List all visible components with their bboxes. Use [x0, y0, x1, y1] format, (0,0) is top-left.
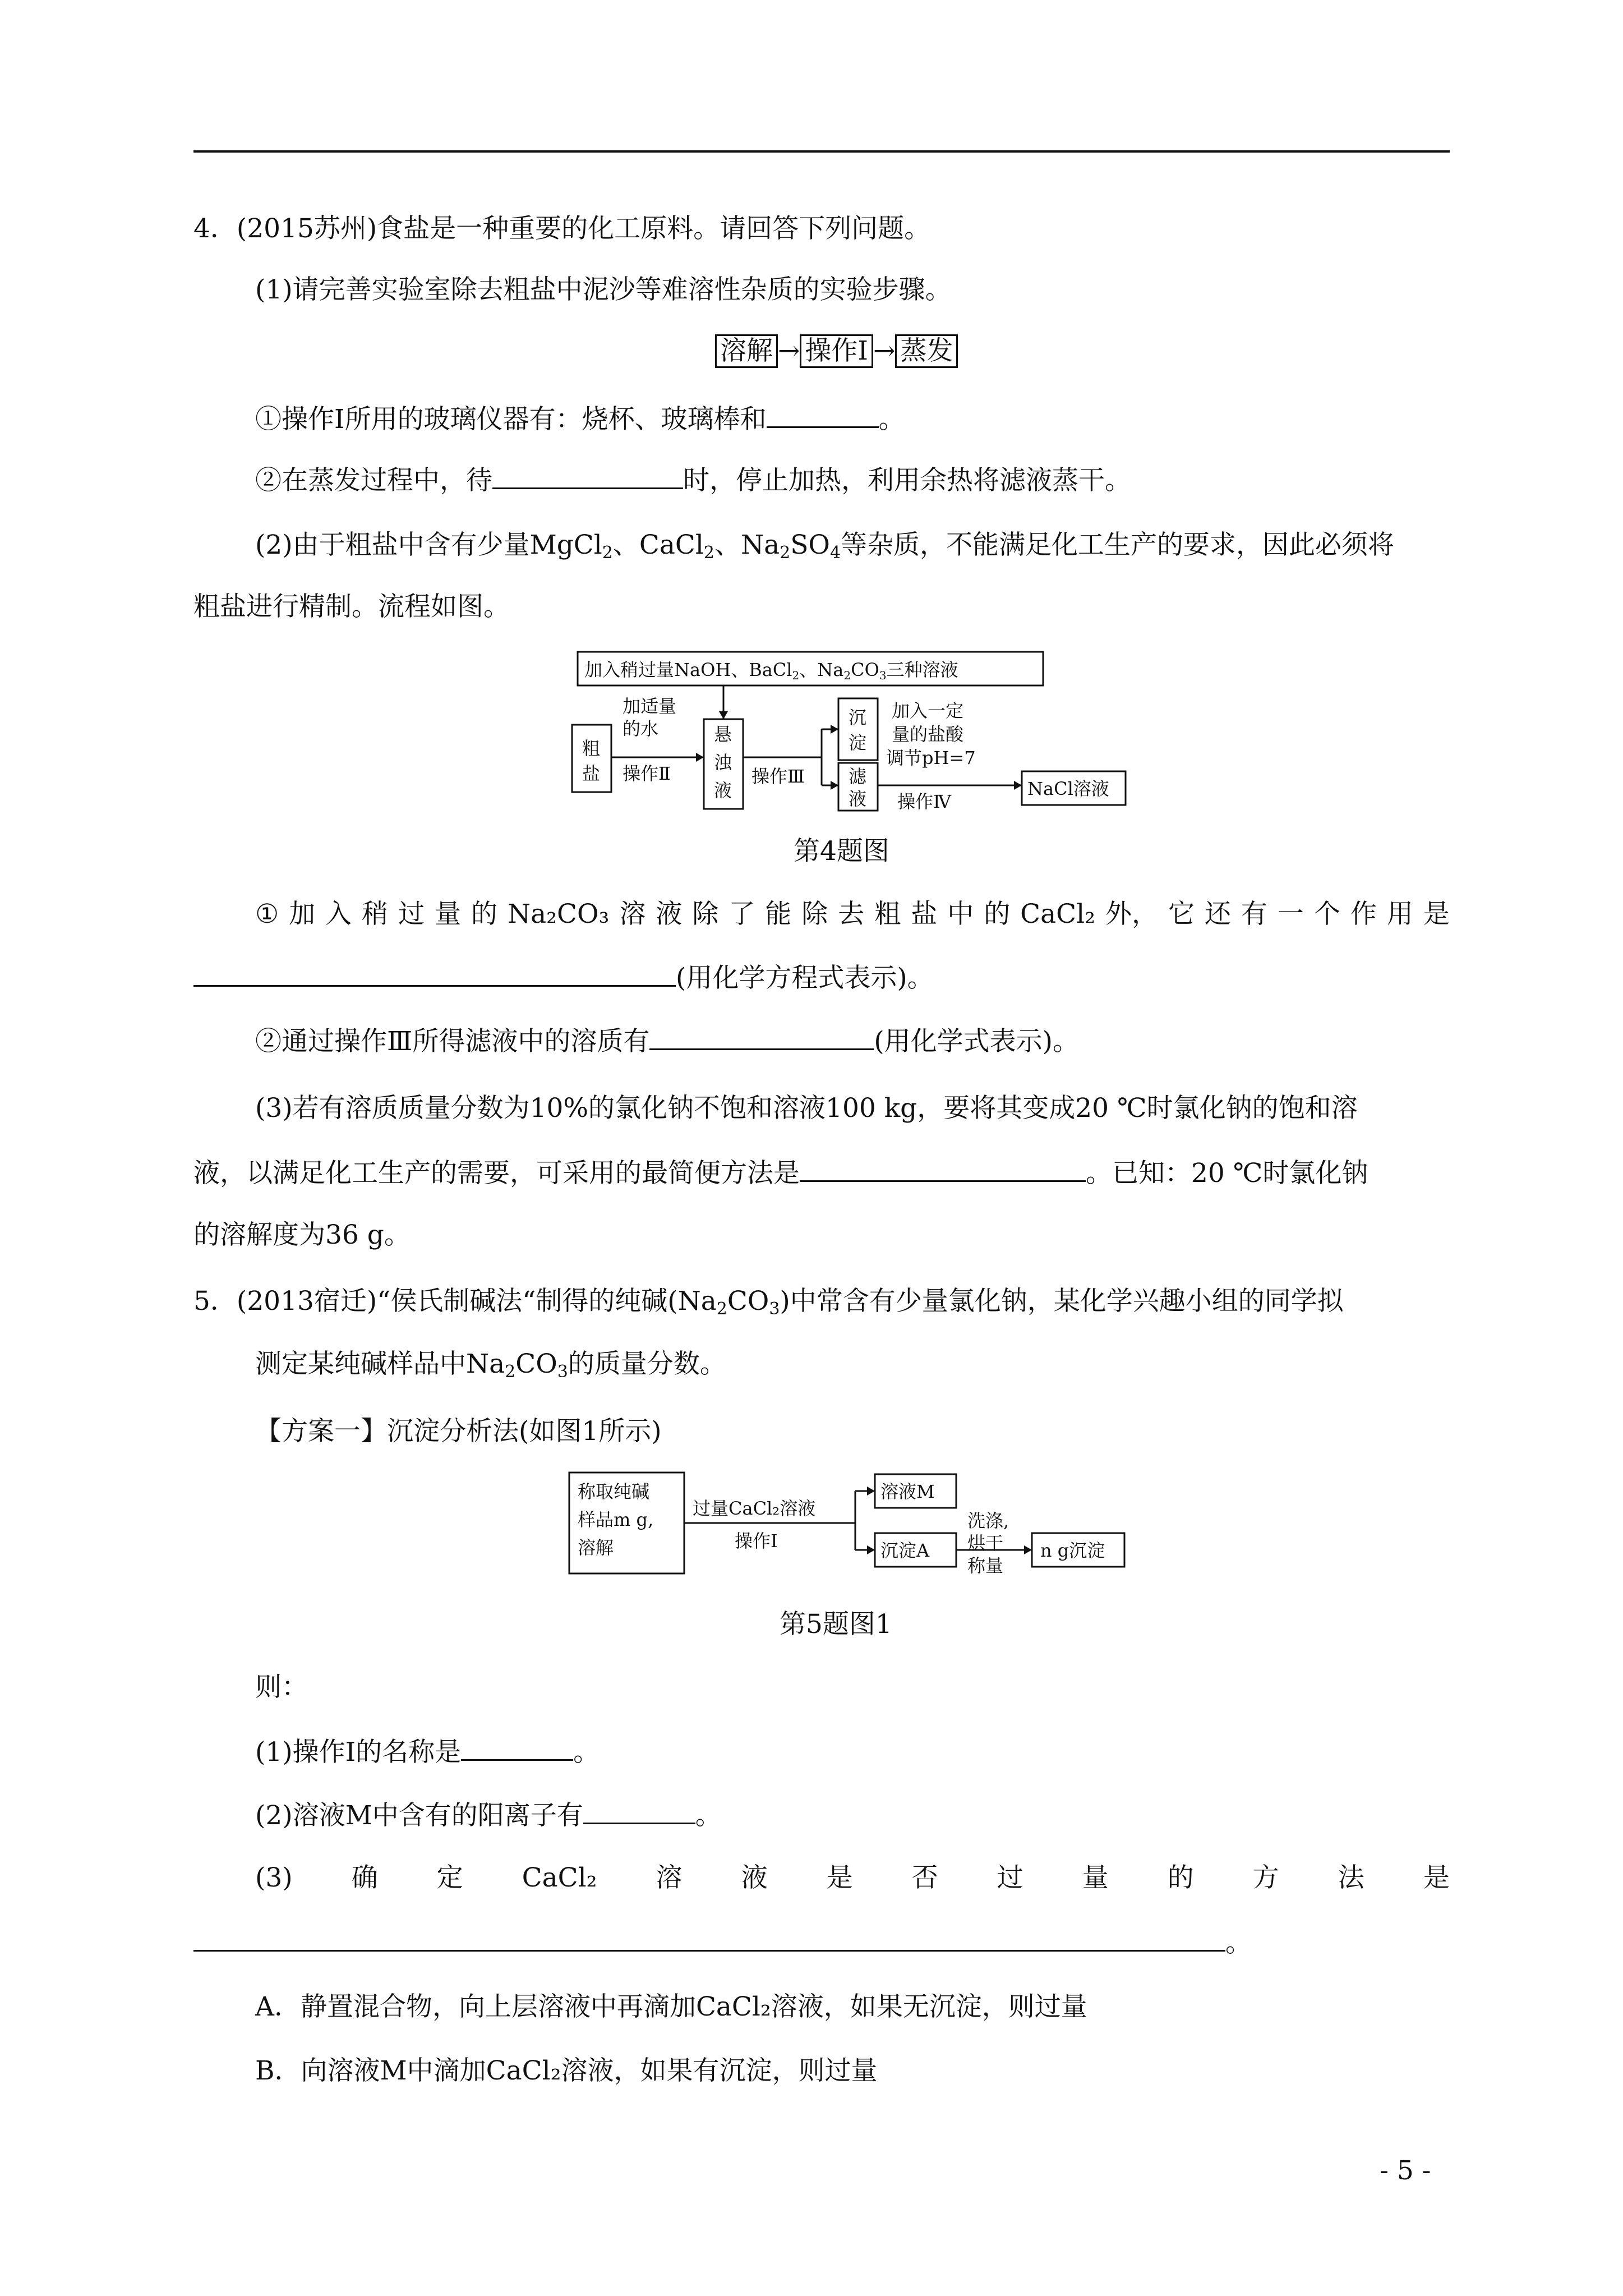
spread-word: 盐	[911, 899, 938, 930]
q5-s3-line2: 。	[193, 1925, 1252, 1960]
flow-step-dissolve: 溶解	[715, 334, 778, 368]
acid-label: 调节pH=7	[886, 747, 976, 769]
q4-1a: ①操作Ⅰ所用的玻璃仪器有：烧杯、玻璃棒和 。	[255, 402, 905, 436]
answer-blank[interactable]	[800, 1156, 1086, 1182]
q5-option-a: A．静置混合物，向上层溶液中再滴加CaCl₂溶液，如果无沉淀，则过量	[255, 1991, 1087, 2022]
spread-word: 确	[351, 1862, 378, 1893]
spread-word: 中	[947, 899, 974, 930]
spread-word: 定	[436, 1862, 463, 1893]
q4-2a-line1	[255, 898, 1450, 931]
answer-blank[interactable]	[461, 1734, 573, 1761]
spread-word: 外，	[1105, 899, 1158, 930]
precipitate-a-label: 沉淀A	[880, 1540, 930, 1561]
spread-word: ①	[255, 899, 279, 930]
q5-s3-line1	[255, 1861, 1450, 1895]
q4-2b: ②通过操作Ⅲ所得滤液中的溶质有 (用化学式表示)。	[255, 1024, 1079, 1059]
q4-flow	[715, 334, 958, 368]
crude-salt-char: 盐	[582, 763, 601, 784]
solution-m-label: 溶液M	[880, 1481, 935, 1502]
q5-title: 5．(2013宿迁)“侯氏制碱法“制得的纯碱$(Na_2CO_3)$中常含有少量氯化钠，某化学兴趣小组的同学拟	[193, 1286, 1344, 1319]
acid-label: 加入一定	[892, 700, 964, 721]
q4-1b: ②在蒸发过程中，待 时，停止加热，利用余热将滤液蒸干。	[255, 463, 1131, 498]
filtrate-char: 液	[849, 788, 867, 809]
spread-word: 过	[997, 1862, 1023, 1893]
acid-label: 量的盐酸	[892, 724, 964, 745]
wash-label: 烘干	[967, 1533, 1004, 1554]
header-rule	[193, 150, 1450, 153]
spread-word: 除	[801, 899, 828, 930]
q4-flow-diagram	[566, 645, 1127, 813]
spread-word: CaCl₂	[1020, 899, 1095, 930]
spread-word: 它	[1168, 899, 1195, 930]
spread-word: 量	[435, 899, 462, 930]
spread-word: 过	[398, 899, 425, 930]
spread-word: 方	[1252, 1862, 1279, 1893]
precipitate-char: 沉	[849, 707, 867, 728]
q4-title: 4．(2015苏州)食盐是一种重要的化工原料。请回答下列问题。	[193, 213, 931, 244]
q4-2a-line2: (用化学方程式表示)。	[193, 960, 934, 995]
spread-word: Na₂CO₃	[508, 899, 610, 930]
svg-text:加入稍过量NaOH、BaCl2、Na2CO3三种溶液: 加入稍过量NaOH、BaCl2、Na2CO3三种溶液	[584, 659, 958, 682]
page-number: - 5 -	[1380, 2155, 1431, 2186]
suspension-char: 液	[714, 780, 732, 801]
spread-word: 液	[741, 1862, 768, 1893]
water-label: 加适量	[623, 696, 677, 717]
spread-word: 除	[692, 899, 719, 930]
spread-word: 量	[1082, 1862, 1109, 1893]
sample-label: 称取纯碱	[578, 1481, 650, 1502]
spread-word: 还	[1204, 899, 1231, 930]
spread-word: 否	[911, 1862, 938, 1893]
q4-3-line2: 液，以满足化工生产的需要，可采用的最简便方法是 。已知：20 ℃时氯化钠	[193, 1156, 1368, 1190]
suspension-char: 悬	[714, 724, 732, 745]
q4-2-line1: (2)由于粗盐中含有少量MgCl$_2$、CaCl$_2$、$Na_2SO_4$等杂质，不能满足化工生产的要求，因此必须将	[255, 530, 1395, 563]
q5-flow-diagram	[564, 1464, 1130, 1593]
spread-word: 稍	[362, 899, 389, 930]
answer-blank[interactable]	[193, 1925, 1225, 1952]
q5-option-b: B．向溶液M中滴加CaCl₂溶液，如果有沉淀，则过量	[255, 2055, 878, 2086]
spread-word: 作	[1350, 899, 1377, 930]
spread-word: 个	[1313, 899, 1340, 930]
suspension-char: 浊	[714, 752, 732, 773]
result-label: n g沉淀	[1040, 1540, 1105, 1561]
arrow-icon: →	[778, 335, 800, 366]
op4-label: 操作Ⅳ	[897, 791, 951, 812]
filtrate-char: 滤	[849, 766, 867, 787]
q4-2-line2: 粗盐进行精制。流程如图。	[193, 591, 510, 622]
flow-step-evaporate: 蒸发	[895, 334, 958, 368]
wash-label: 称量	[967, 1555, 1004, 1576]
spread-word: 有	[1241, 899, 1267, 930]
spread-word: 是	[1423, 899, 1450, 930]
spread-word: 是	[1423, 1862, 1450, 1893]
spread-word: 入	[325, 899, 352, 930]
arrow-icon: →	[873, 335, 896, 366]
q5-plan1: 【方案一】沉淀分析法(如图1所示)	[255, 1416, 662, 1447]
answer-blank[interactable]	[193, 960, 676, 987]
crude-salt-char: 粗	[582, 738, 601, 759]
spread-word: 的	[1167, 1862, 1194, 1893]
answer-blank[interactable]	[492, 463, 683, 489]
spread-word: 能	[765, 899, 792, 930]
op3-label: 操作Ⅲ	[751, 766, 805, 787]
precipitate-char: 淀	[849, 732, 867, 753]
q4-part1: (1)请完善实验室除去粗盐中泥沙等难溶性杂质的实验步骤。	[255, 274, 952, 305]
spread-word: 的	[471, 899, 498, 930]
reagent-label: 过量CaCl₂溶液	[693, 1498, 816, 1519]
spread-word: 法	[1338, 1862, 1364, 1893]
water-label: 的水	[623, 718, 659, 739]
q5-s2: (2)溶液M中含有的阳离子有 。	[255, 1798, 722, 1833]
q5-s1: (1)操作Ⅰ的名称是 。	[255, 1734, 600, 1769]
spread-word: 粗	[874, 899, 901, 930]
nacl-label: NaCl溶液	[1027, 778, 1109, 799]
q4-caption: 第4题图	[794, 836, 889, 867]
spread-word: 是	[826, 1862, 853, 1893]
flow-step-op1: 操作Ⅰ	[800, 334, 873, 368]
sample-label: 样品m g,	[578, 1509, 654, 1530]
spread-word: 溶	[619, 899, 646, 930]
spread-word: 用	[1386, 899, 1413, 930]
op2-label: 操作Ⅱ	[623, 763, 671, 784]
q4-3-line3: 的溶解度为36 g。	[193, 1220, 411, 1250]
q4-3-line1: (3)若有溶质质量分数为10%的氯化钠不饱和溶液100 kg，要将其变成20 ℃时氯化钠的饱和溶	[255, 1093, 1358, 1124]
answer-blank[interactable]	[649, 1024, 874, 1050]
q5-caption: 第5题图1	[780, 1609, 892, 1640]
spread-word: 的	[984, 899, 1011, 930]
q5-then: 则：	[255, 1672, 308, 1703]
spread-word: 液	[656, 899, 683, 930]
spread-word: (3)	[255, 1862, 293, 1893]
q5-line2: 测定某纯碱样品中$Na_2CO_3$的质量分数。	[255, 1349, 726, 1382]
spread-word: 溶	[656, 1862, 683, 1893]
spread-word: CaCl₂	[522, 1862, 597, 1893]
spread-word: 去	[838, 899, 865, 930]
spread-word: 加	[289, 899, 316, 930]
spread-word: 一	[1277, 899, 1304, 930]
answer-blank[interactable]	[767, 402, 879, 428]
wash-label: 洗涤,	[967, 1510, 1009, 1531]
answer-blank[interactable]	[583, 1798, 695, 1824]
op1-label: 操作Ⅰ	[735, 1530, 778, 1552]
sample-label: 溶解	[578, 1537, 614, 1558]
spread-word: 了	[728, 899, 755, 930]
